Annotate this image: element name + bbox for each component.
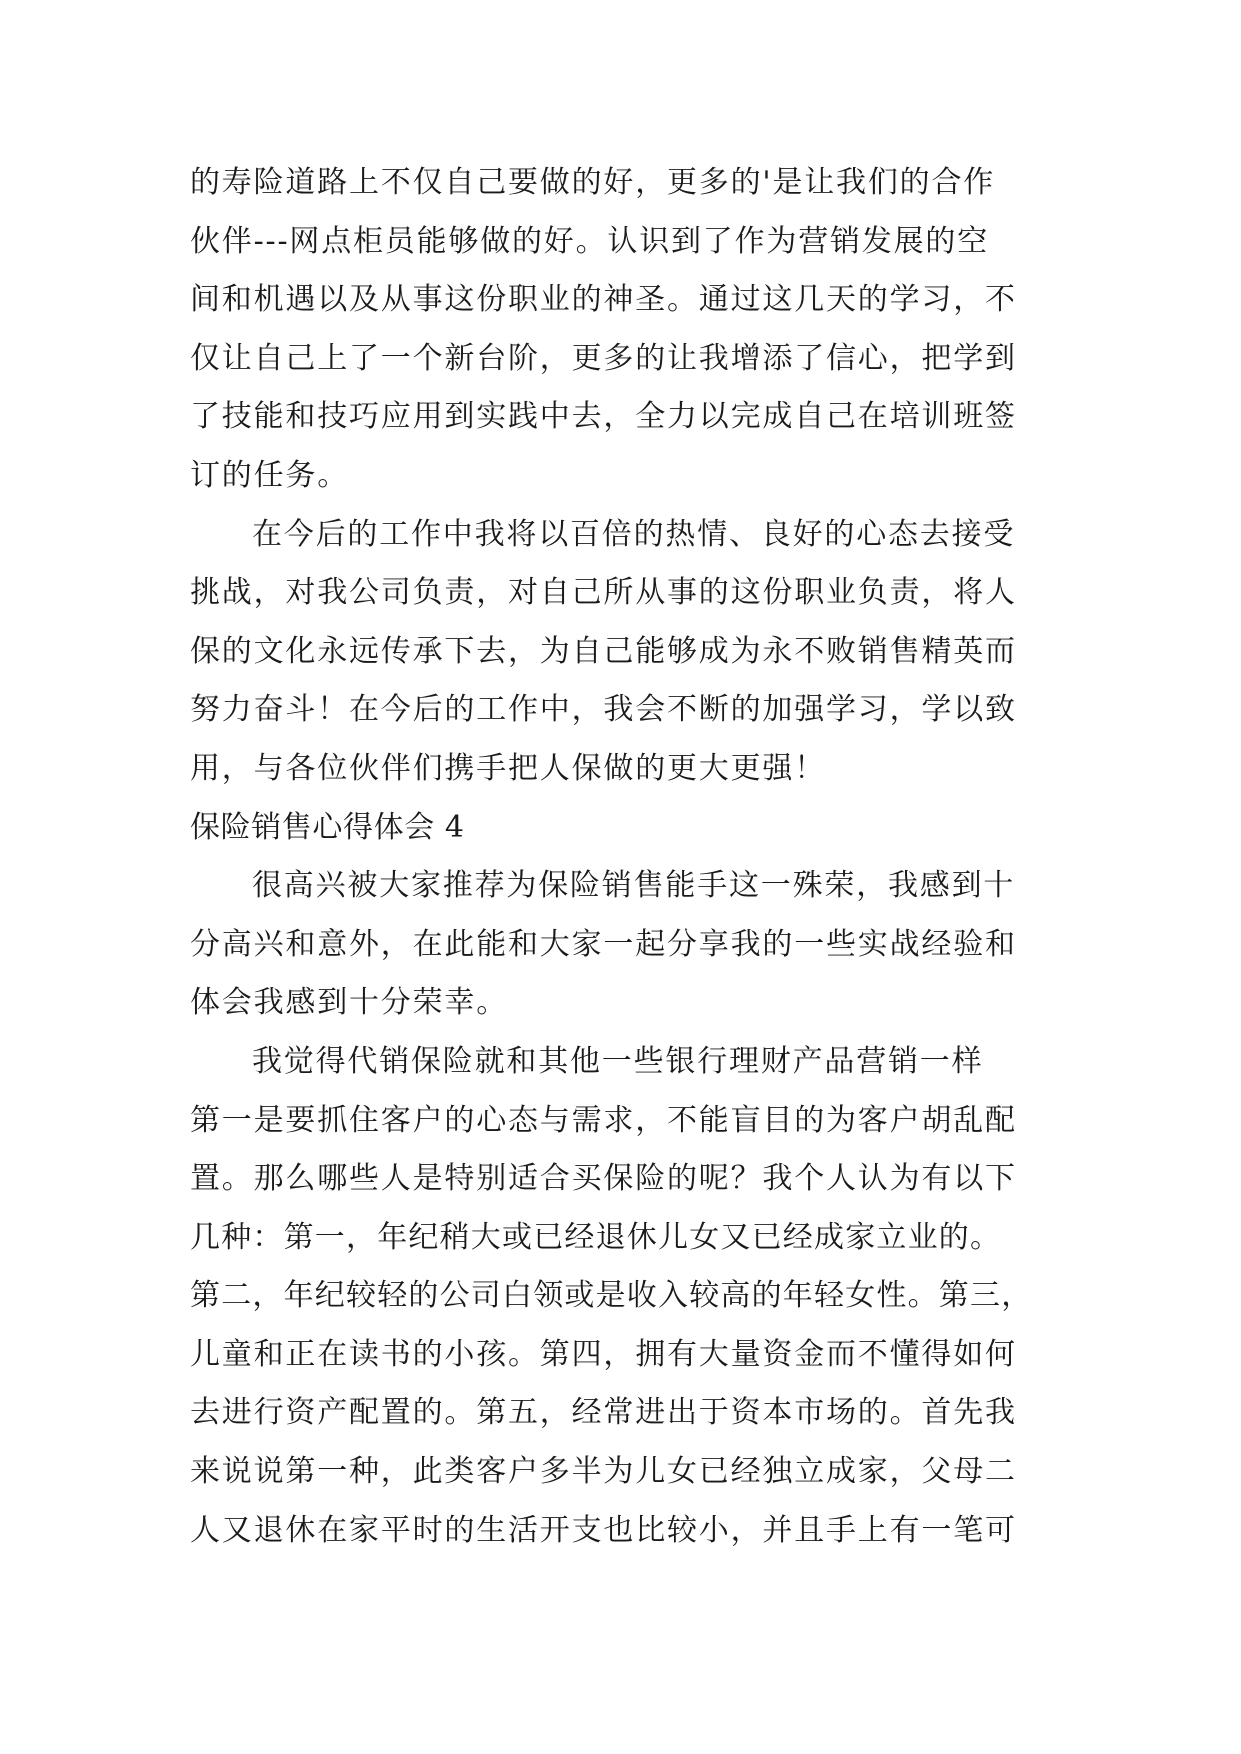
text-line: 我觉得代销保险就和其他一些银行理财产品营销一样	[252, 1043, 984, 1079]
text-line: 第二，年纪较轻的公司白领或是收入较高的年轻女性。第三，	[190, 1278, 1033, 1314]
text-line: 人又退休在家平时的生活开支也比较小，并且手上有一笔可	[190, 1512, 1017, 1548]
text-line: 挑战，对我公司负责，对自己所从事的这份职业负责，将人	[190, 575, 1017, 611]
text-line: 伙伴---网点柜员能够做的好。认识到了作为营销发展的空	[190, 223, 990, 259]
text-line: 几种：第一，年纪稍大或已经退休儿女又已经成家立业的。	[190, 1219, 1002, 1255]
text-line: 用，与各位伙伴们携手把人保做的更大更强！	[190, 750, 826, 786]
text-line: 体会我感到十分荣幸。	[190, 985, 508, 1021]
text-line: 来说说第一种，此类客户多半为儿女已经独立成家，父母二	[190, 1454, 1017, 1490]
text-line: 很高兴被大家推荐为保险销售能手这一殊荣，我感到十	[252, 868, 1016, 904]
text-line: 在今后的工作中我将以百倍的热情、良好的心态去接受	[252, 516, 1016, 552]
text-line: 儿童和正在读书的小孩。第四，拥有大量资金而不懂得如何	[190, 1336, 1017, 1372]
text-line: 了技能和技巧应用到实践中去，全力以完成自己在培训班签	[190, 399, 1017, 435]
text-line: 的寿险道路上不仅自己要做的好，更多的'是让我们的合作	[190, 165, 996, 200]
text-line: 仅让自己上了一个新台阶，更多的让我增添了信心，把学到	[190, 340, 1017, 376]
text-line: 保的文化永远传承下去，为自己能够成为永不败销售精英而	[190, 633, 1017, 669]
text-line: 去进行资产配置的。第五，经常进出于资本市场的。首先我	[190, 1395, 1017, 1431]
text-line: 努力奋斗！在今后的工作中，我会不断的加强学习，学以致	[190, 692, 1017, 728]
text-line: 分高兴和意外，在此能和大家一起分享我的一些实战经验和	[190, 926, 1017, 962]
document-body	[190, 154, 1070, 1560]
text-line: 订的任务。	[190, 457, 349, 493]
section-heading: 保险销售心得体会 4	[190, 809, 465, 845]
text-line: 置。那么哪些人是特别适合买保险的呢？我个人认为有以下	[190, 1161, 1017, 1197]
text-line: 第一是要抓住客户的心态与需求，不能盲目的为客户胡乱配	[190, 1102, 1017, 1138]
text-line: 间和机遇以及从事这份职业的神圣。通过这几天的学习，不	[190, 282, 1017, 318]
